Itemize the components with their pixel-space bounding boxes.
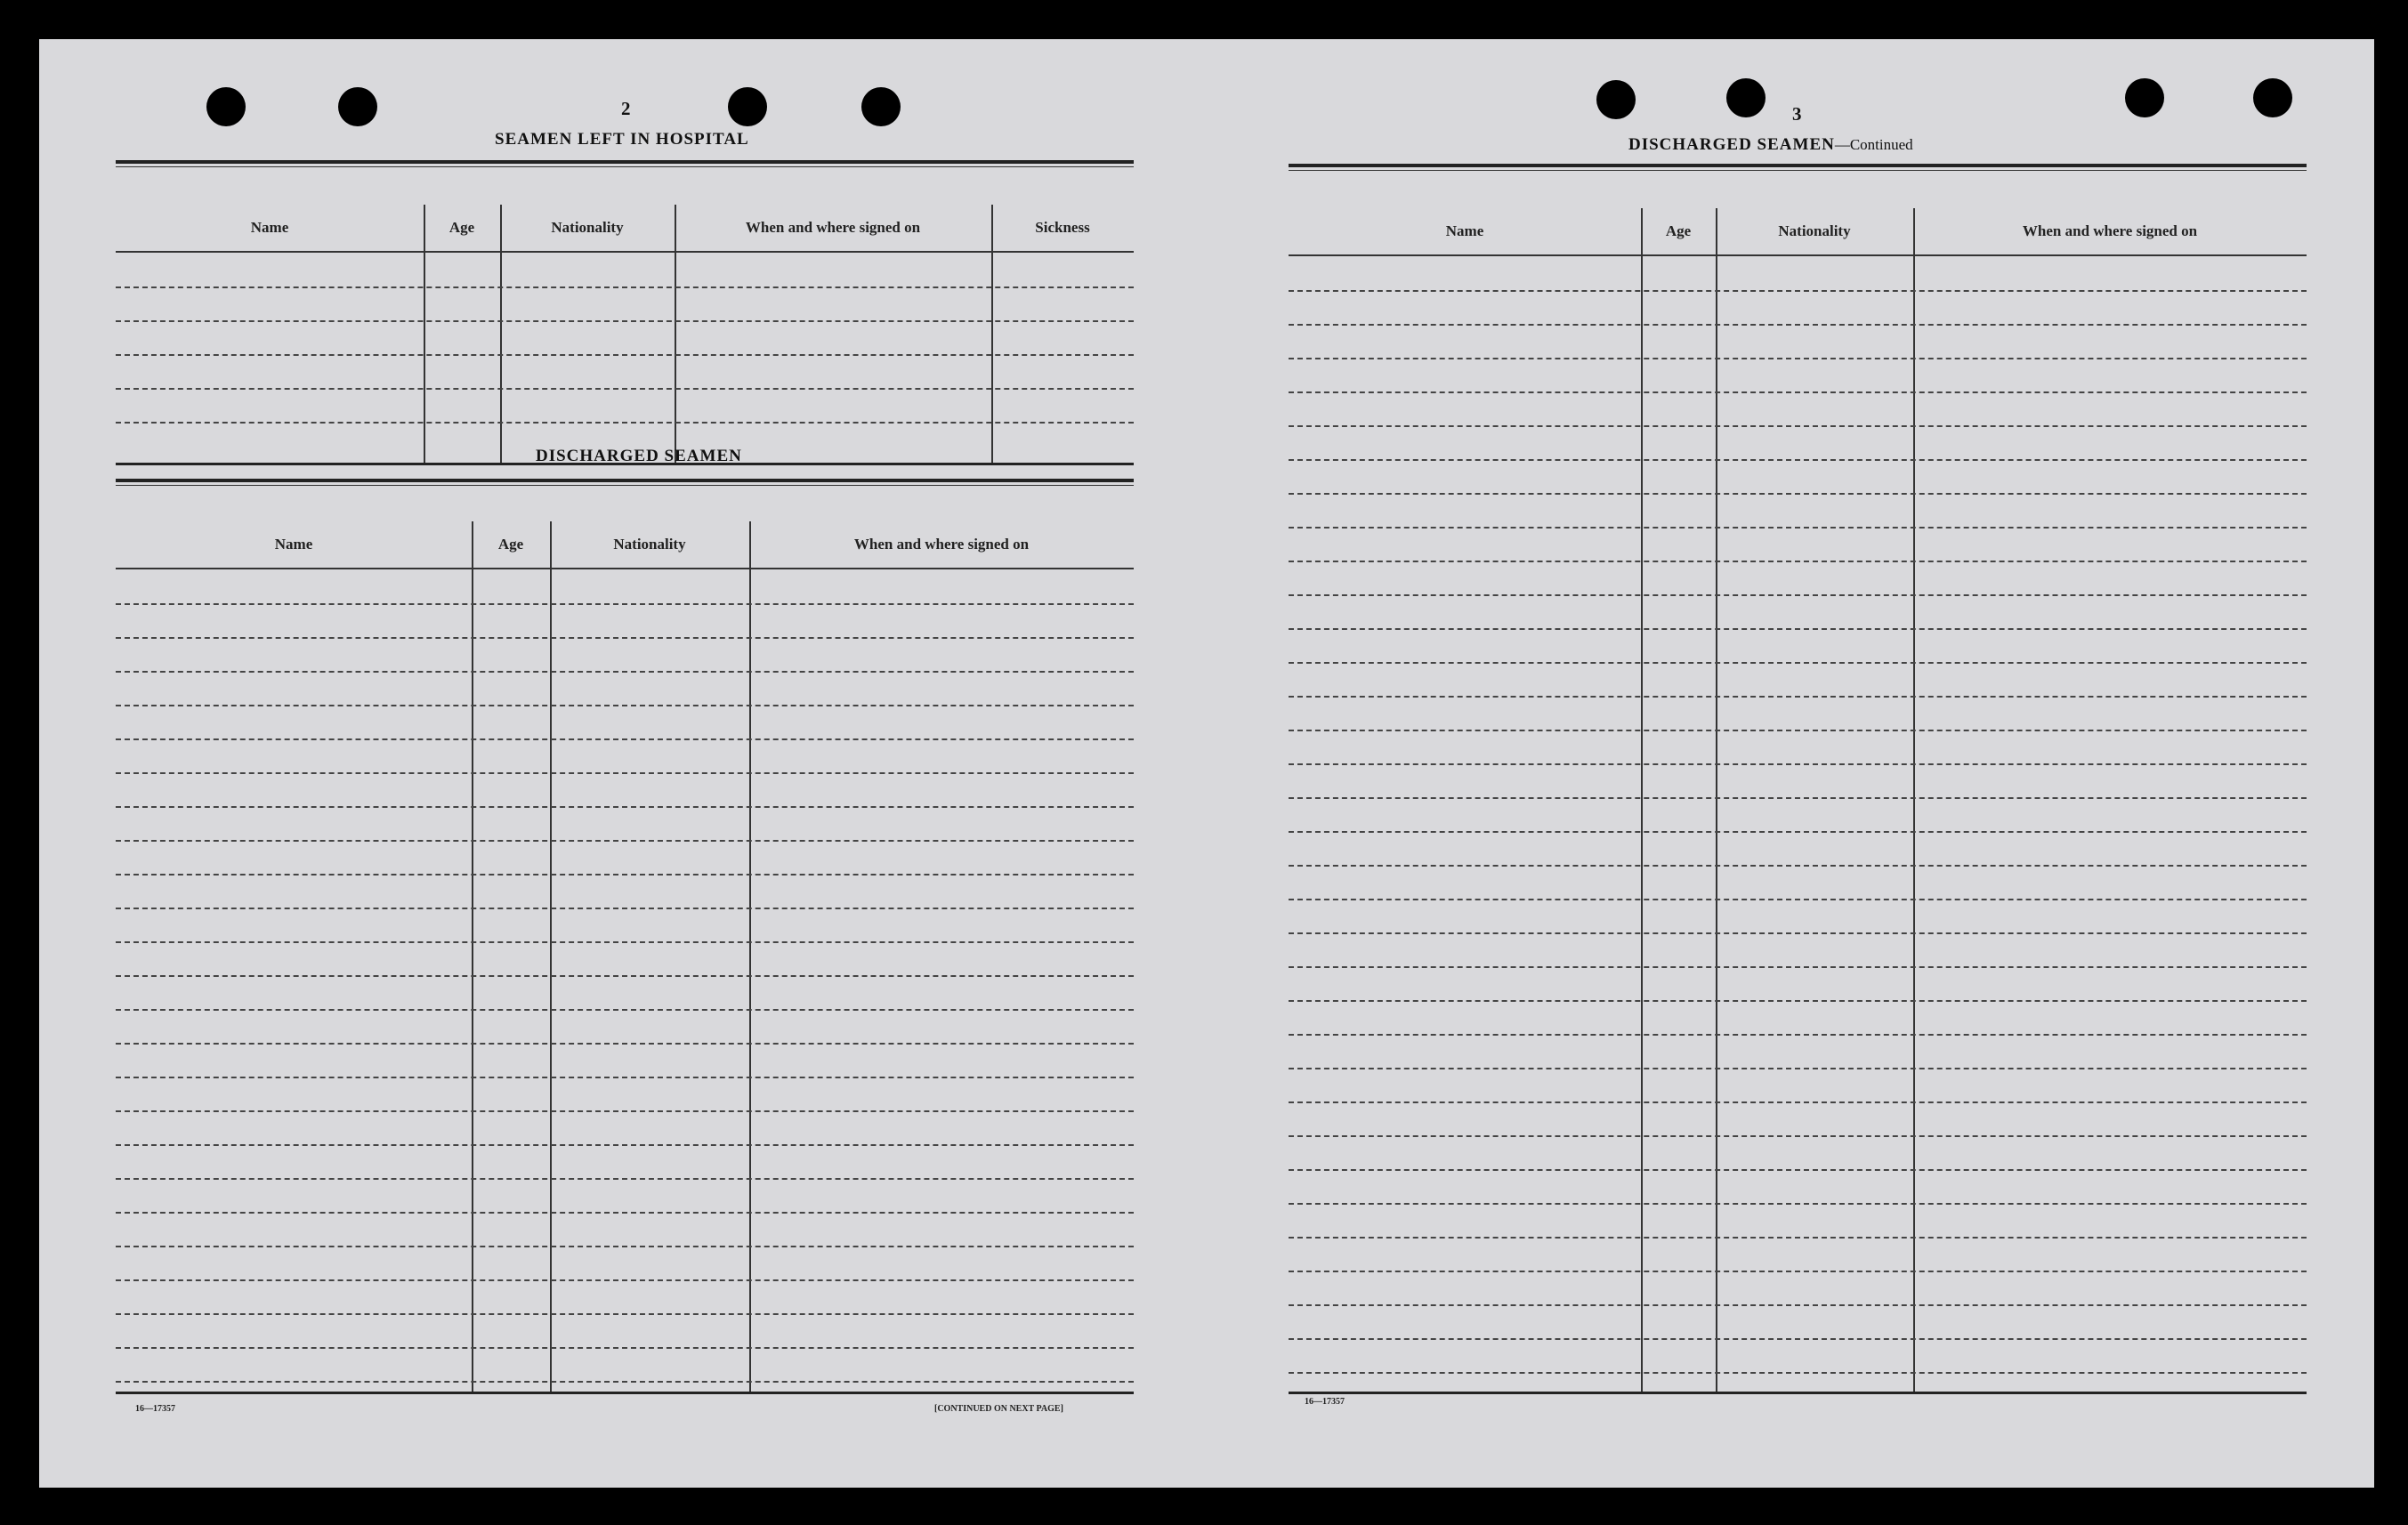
table-row <box>1289 1304 2307 1306</box>
table-row <box>116 286 1134 288</box>
table-row <box>1289 1169 2307 1171</box>
table-row <box>1289 730 2307 731</box>
table-row <box>116 840 1134 842</box>
table-row <box>116 705 1134 706</box>
punch-hole <box>2253 78 2292 117</box>
column-header-signed-on: When and where signed on <box>2022 222 2198 239</box>
table-row <box>1289 831 2307 833</box>
header-rule <box>116 568 1134 569</box>
punch-hole <box>2125 78 2164 117</box>
punch-hole <box>1726 78 1766 117</box>
table-row <box>116 1144 1134 1146</box>
column-divider <box>1913 208 1915 1392</box>
column-header-name: Name <box>250 219 289 236</box>
continued-note: [CONTINUED ON NEXT PAGE] <box>934 1404 1063 1414</box>
punch-hole <box>206 87 246 126</box>
column-divider <box>424 205 425 464</box>
table-row <box>1289 1034 2307 1036</box>
table-row <box>1289 1101 2307 1103</box>
table-row <box>1289 662 2307 664</box>
table-row <box>1289 966 2307 968</box>
table-row <box>1289 1237 2307 1239</box>
section-title-text: DISCHARGED SEAMEN <box>1628 135 1835 154</box>
hospital-table <box>116 160 1134 466</box>
column-divider <box>472 521 473 1393</box>
column-divider <box>991 205 993 464</box>
table-row <box>1289 932 2307 934</box>
table-row <box>1289 1372 2307 1374</box>
table-row <box>1289 899 2307 900</box>
table-row <box>116 1110 1134 1112</box>
table-row <box>116 422 1134 424</box>
table-row <box>1289 1338 2307 1340</box>
table-row <box>1289 865 2307 867</box>
column-divider <box>749 521 751 1393</box>
table-row <box>1289 527 2307 529</box>
section-title <box>1628 135 1913 155</box>
table-row <box>1289 459 2307 461</box>
column-header-age: Age <box>1665 222 1692 239</box>
table-row <box>116 1313 1134 1315</box>
table-row <box>1289 1000 2307 1002</box>
form-number: 16—17357 <box>1305 1397 1345 1407</box>
section-title-suffix: —Continued <box>1834 136 1913 153</box>
column-divider <box>550 521 552 1393</box>
punch-hole <box>338 87 377 126</box>
table-row <box>1289 561 2307 562</box>
table-row <box>116 806 1134 808</box>
table-row <box>116 603 1134 605</box>
table-row <box>1289 628 2307 630</box>
header-rule <box>1289 254 2307 256</box>
column-divider <box>1716 208 1717 1392</box>
table-row <box>1289 1068 2307 1069</box>
column-divider <box>675 205 676 464</box>
column-header-nationality: Nationality <box>551 219 624 236</box>
table-row <box>1289 425 2307 427</box>
table-row <box>1289 1203 2307 1205</box>
form-sheet <box>39 39 2374 1488</box>
table-row <box>116 1381 1134 1383</box>
punch-hole <box>861 87 901 126</box>
page-number: 3 <box>1792 103 1802 125</box>
table-row <box>116 975 1134 977</box>
table-row <box>116 1009 1134 1011</box>
table-row <box>116 1212 1134 1214</box>
section-title: SEAMEN LEFT IN HOSPITAL <box>495 130 749 149</box>
table-row <box>1289 358 2307 359</box>
table-row <box>1289 391 2307 393</box>
discharged-table <box>116 479 1134 1397</box>
table-row <box>1289 493 2307 495</box>
column-header-nationality: Nationality <box>613 536 686 553</box>
column-header-signed-on: When and where signed on <box>853 536 1030 553</box>
table-row <box>116 1178 1134 1180</box>
table-row <box>116 1347 1134 1349</box>
table-rule <box>1289 170 2307 171</box>
table-row <box>116 874 1134 875</box>
table-row <box>116 388 1134 390</box>
table-row <box>1289 1271 2307 1272</box>
section-title: DISCHARGED SEAMEN <box>536 447 742 465</box>
page-number: 2 <box>621 98 631 119</box>
table-row <box>116 941 1134 943</box>
table-row <box>116 908 1134 909</box>
table-row <box>116 1077 1134 1078</box>
column-header-signed-on: When and where signed on <box>745 219 921 236</box>
column-header-name: Name <box>274 536 313 553</box>
column-header-sickness: Sickness <box>1035 219 1090 236</box>
table-row <box>116 1279 1134 1281</box>
punch-hole <box>728 87 767 126</box>
discharged-continued-table <box>1289 164 2307 1395</box>
table-row <box>1289 763 2307 765</box>
table-row <box>116 320 1134 322</box>
table-row <box>116 738 1134 740</box>
table-rule <box>116 485 1134 486</box>
table-rule <box>116 479 1134 482</box>
column-header-name: Name <box>1445 222 1484 239</box>
table-row <box>116 354 1134 356</box>
table-row <box>1289 324 2307 326</box>
table-row <box>116 772 1134 774</box>
header-rule <box>116 251 1134 253</box>
column-header-nationality: Nationality <box>1778 222 1851 239</box>
table-row <box>116 671 1134 673</box>
table-rule <box>1289 1392 2307 1394</box>
table-rule <box>1289 164 2307 167</box>
table-row <box>1289 696 2307 698</box>
table-row <box>1289 1135 2307 1137</box>
punch-hole <box>1596 80 1636 119</box>
form-number: 16—17357 <box>135 1404 175 1414</box>
table-rule <box>116 166 1134 167</box>
table-rule <box>116 160 1134 164</box>
column-divider <box>500 205 502 464</box>
table-row <box>116 1043 1134 1045</box>
table-row <box>1289 290 2307 292</box>
column-header-age: Age <box>497 536 524 553</box>
table-row <box>1289 797 2307 799</box>
table-rule <box>116 1392 1134 1394</box>
column-divider <box>1641 208 1643 1392</box>
table-row <box>116 1246 1134 1247</box>
table-row <box>1289 594 2307 596</box>
table-row <box>116 637 1134 639</box>
column-header-age: Age <box>448 219 475 236</box>
